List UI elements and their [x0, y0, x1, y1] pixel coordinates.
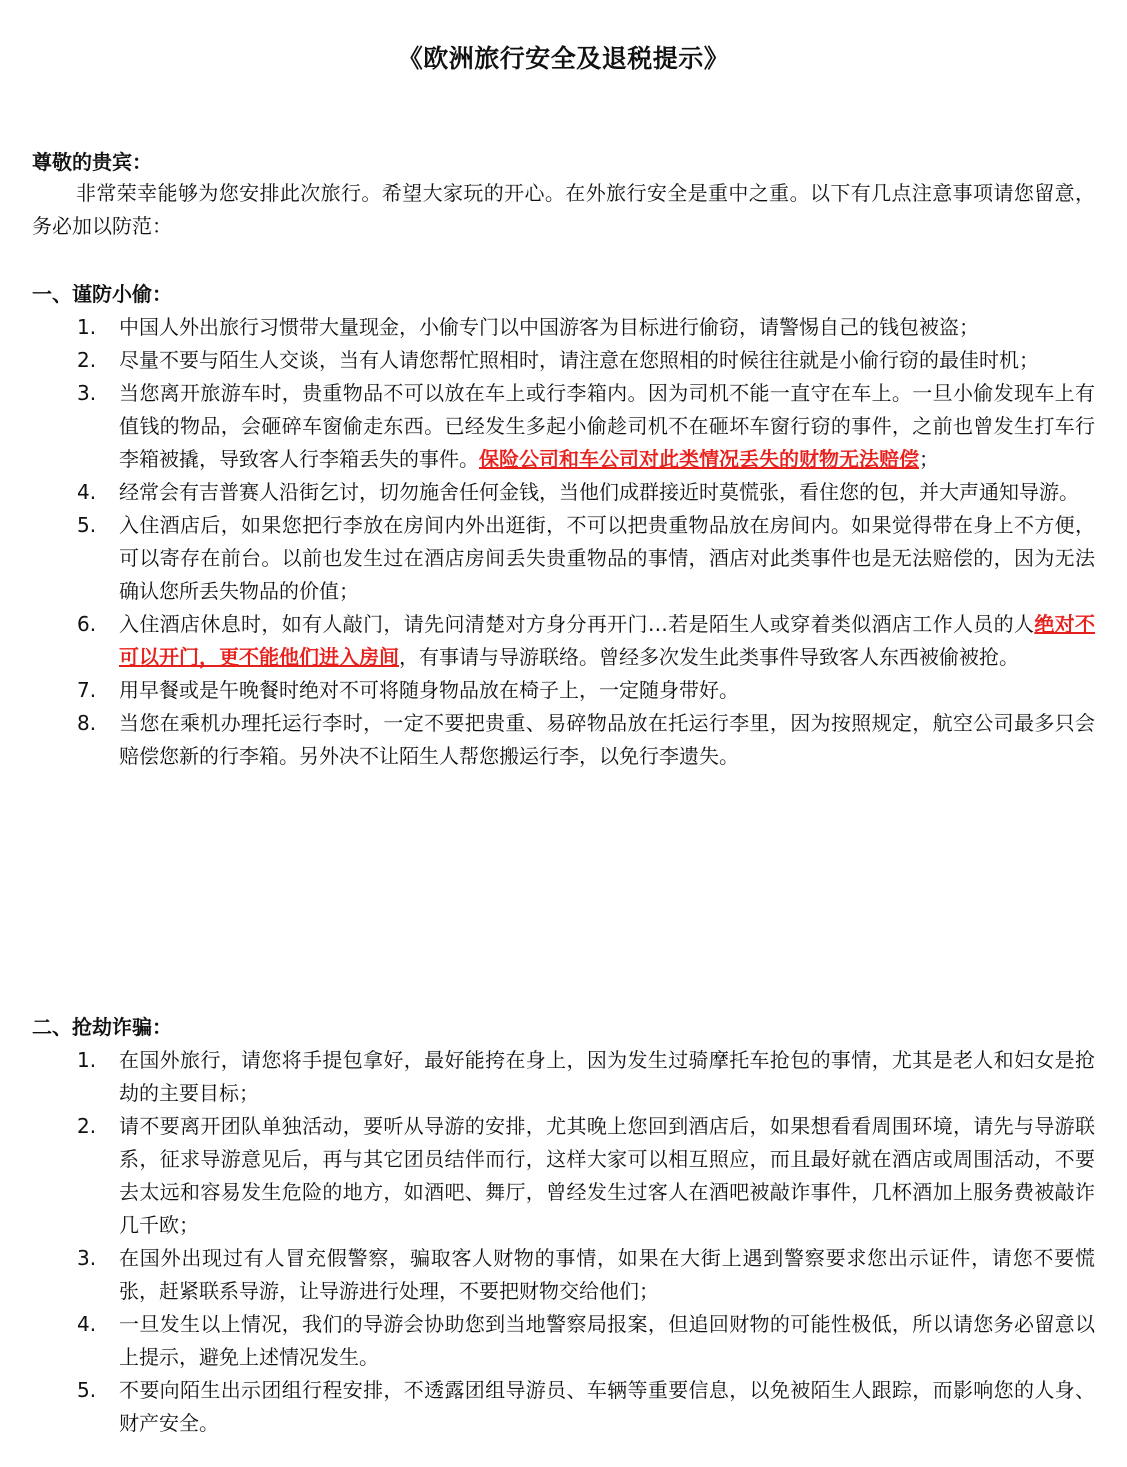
- list-item: [32, 1308, 1095, 1374]
- list-item: [32, 674, 1095, 707]
- item-text: 入住酒店后，如果您把行李放在房间内外出逛街，不可以把贵重物品放在房间内。如果觉得带在身上不方便，可以寄存在前台。以前也发生过在酒店房间丢失贵重物品的事情，酒店对此类事件也是无法赔偿的，因为无法确认您所丢失物品的价值；: [119, 513, 1095, 603]
- item-number: 3.: [77, 381, 97, 405]
- item-text: 一旦发生以上情况，我们的导游会协助您到当地警察局报案，但追回财物的可能性极低，所以请您务必留意以上提示，避免上述情况发生。: [119, 1312, 1095, 1369]
- item-number: 3.: [77, 1246, 97, 1270]
- item-number: 6.: [77, 612, 97, 636]
- list-item: [32, 1242, 1095, 1308]
- list-item: [32, 311, 1095, 344]
- item-text-tail: ，有事请与导游联络。曾经多次发生此类事件导致客人东西被偷被抢。: [399, 645, 1019, 669]
- numbered-list: [32, 1044, 1095, 1440]
- section-robbery-fraud: [32, 1011, 1095, 1440]
- list-item: [32, 1110, 1095, 1242]
- section-heading: 二、抢劫诈骗：: [32, 1015, 172, 1039]
- list-item: [32, 1044, 1095, 1110]
- item-text-tail: ；: [919, 447, 939, 471]
- list-item: [32, 1374, 1095, 1440]
- salutation: 尊敬的贵宾：: [32, 150, 152, 174]
- item-number: 2.: [77, 1114, 97, 1138]
- item-number: 1.: [77, 315, 97, 339]
- item-text: 用早餐或是午晚餐时绝对不可将随身物品放在椅子上，一定随身带好。: [119, 678, 739, 702]
- item-text: 中国人外出旅行习惯带大量现金，小偷专门以中国游客为目标进行偷窃，请警惕自己的钱包被盗；: [119, 315, 979, 339]
- emphasis-warning: 绝对不可以开门，更不能他们进入房间: [119, 612, 1096, 669]
- item-text: 尽量不要与陌生人交谈，当有人请您帮忙照相时，请注意在您照相的时候往往就是小偷行窃的最佳时机；: [119, 348, 1039, 372]
- item-text: 请不要离开团队单独活动，要听从导游的安排，尤其晚上您回到酒店后，如果想看看周围环境，请先与导游联系，征求导游意见后，再与其它团员结伴而行，这样大家可以相互照应，而且最好就在酒店或周围活动，不要去太远和容易发生危险的地方，如酒吧、舞厅，曾经发生过客人在酒吧被敲诈事件，几杯酒加上服务费被敲诈几千欧；: [119, 1114, 1095, 1237]
- item-number: 7.: [77, 678, 97, 702]
- list-item: [32, 377, 1095, 476]
- item-number: 2.: [77, 348, 97, 372]
- emphasis-warning: 保险公司和车公司对此类情况丢失的财物无法赔偿: [479, 447, 919, 471]
- item-number: 4.: [77, 1312, 97, 1336]
- list-item: [32, 608, 1095, 674]
- intro-paragraph: 非常荣幸能够为您安排此次旅行。希望大家玩的开心。在外旅行安全是重中之重。以下有几点注意事项请您留意，务必加以防范：: [32, 181, 1095, 238]
- item-text: 当您离开旅游车时，贵重物品不可以放在车上或行李箱内。因为司机不能一直守在车上。一旦小偷发现车上有值钱的物品，会砸碎车窗偷走东西。已经发生多起小偷趁司机不在砸坏车窗行窃的事件，之前也曾发生打车行李箱被撬，导致客人行李箱丢失的事件。: [119, 381, 1095, 471]
- item-text: 在国外出现过有人冒充假警察，骗取客人财物的事情，如果在大街上遇到警察要求您出示证件，请您不要慌张，赶紧联系导游，让导游进行处理，不要把财物交给他们；: [119, 1246, 1095, 1303]
- item-number: 5.: [77, 513, 97, 537]
- section-theft-prevention: [32, 278, 1095, 773]
- list-item: [32, 344, 1095, 377]
- list-item: [32, 476, 1095, 509]
- item-number: 5.: [77, 1378, 97, 1402]
- item-number: 1.: [77, 1048, 97, 1072]
- item-number: 8.: [77, 711, 97, 735]
- item-text: 不要向陌生出示团组行程安排，不透露团组导游员、车辆等重要信息，以免被陌生人跟踪，而影响您的人身、财产安全。: [119, 1378, 1095, 1435]
- item-text: 当您在乘机办理托运行李时，一定不要把贵重、易碎物品放在托运行李里，因为按照规定，航空公司最多只会赔偿您新的行李箱。另外决不让陌生人帮您搬运行李，以免行李遗失。: [119, 711, 1095, 768]
- numbered-list: [32, 311, 1095, 773]
- list-item: [32, 707, 1095, 773]
- item-text: 在国外旅行，请您将手提包拿好，最好能挎在身上，因为发生过骑摩托车抢包的事情，尤其是老人和妇女是抢劫的主要目标；: [119, 1048, 1095, 1105]
- item-number: 4.: [77, 480, 97, 504]
- item-text: 经常会有吉普赛人沿街乞讨，切勿施舍任何金钱，当他们成群接近时莫慌张，看住您的包，并大声通知导游。: [119, 480, 1079, 504]
- document-title: 《欧洲旅行安全及退税提示》: [397, 44, 730, 73]
- list-item: [32, 509, 1095, 608]
- item-text: 入住酒店休息时，如有人敲门，请先问清楚对方身分再开门…若是陌生人或穿着类似酒店工作人员的人: [119, 612, 1035, 636]
- section-heading: 一、谨防小偷：: [32, 282, 172, 306]
